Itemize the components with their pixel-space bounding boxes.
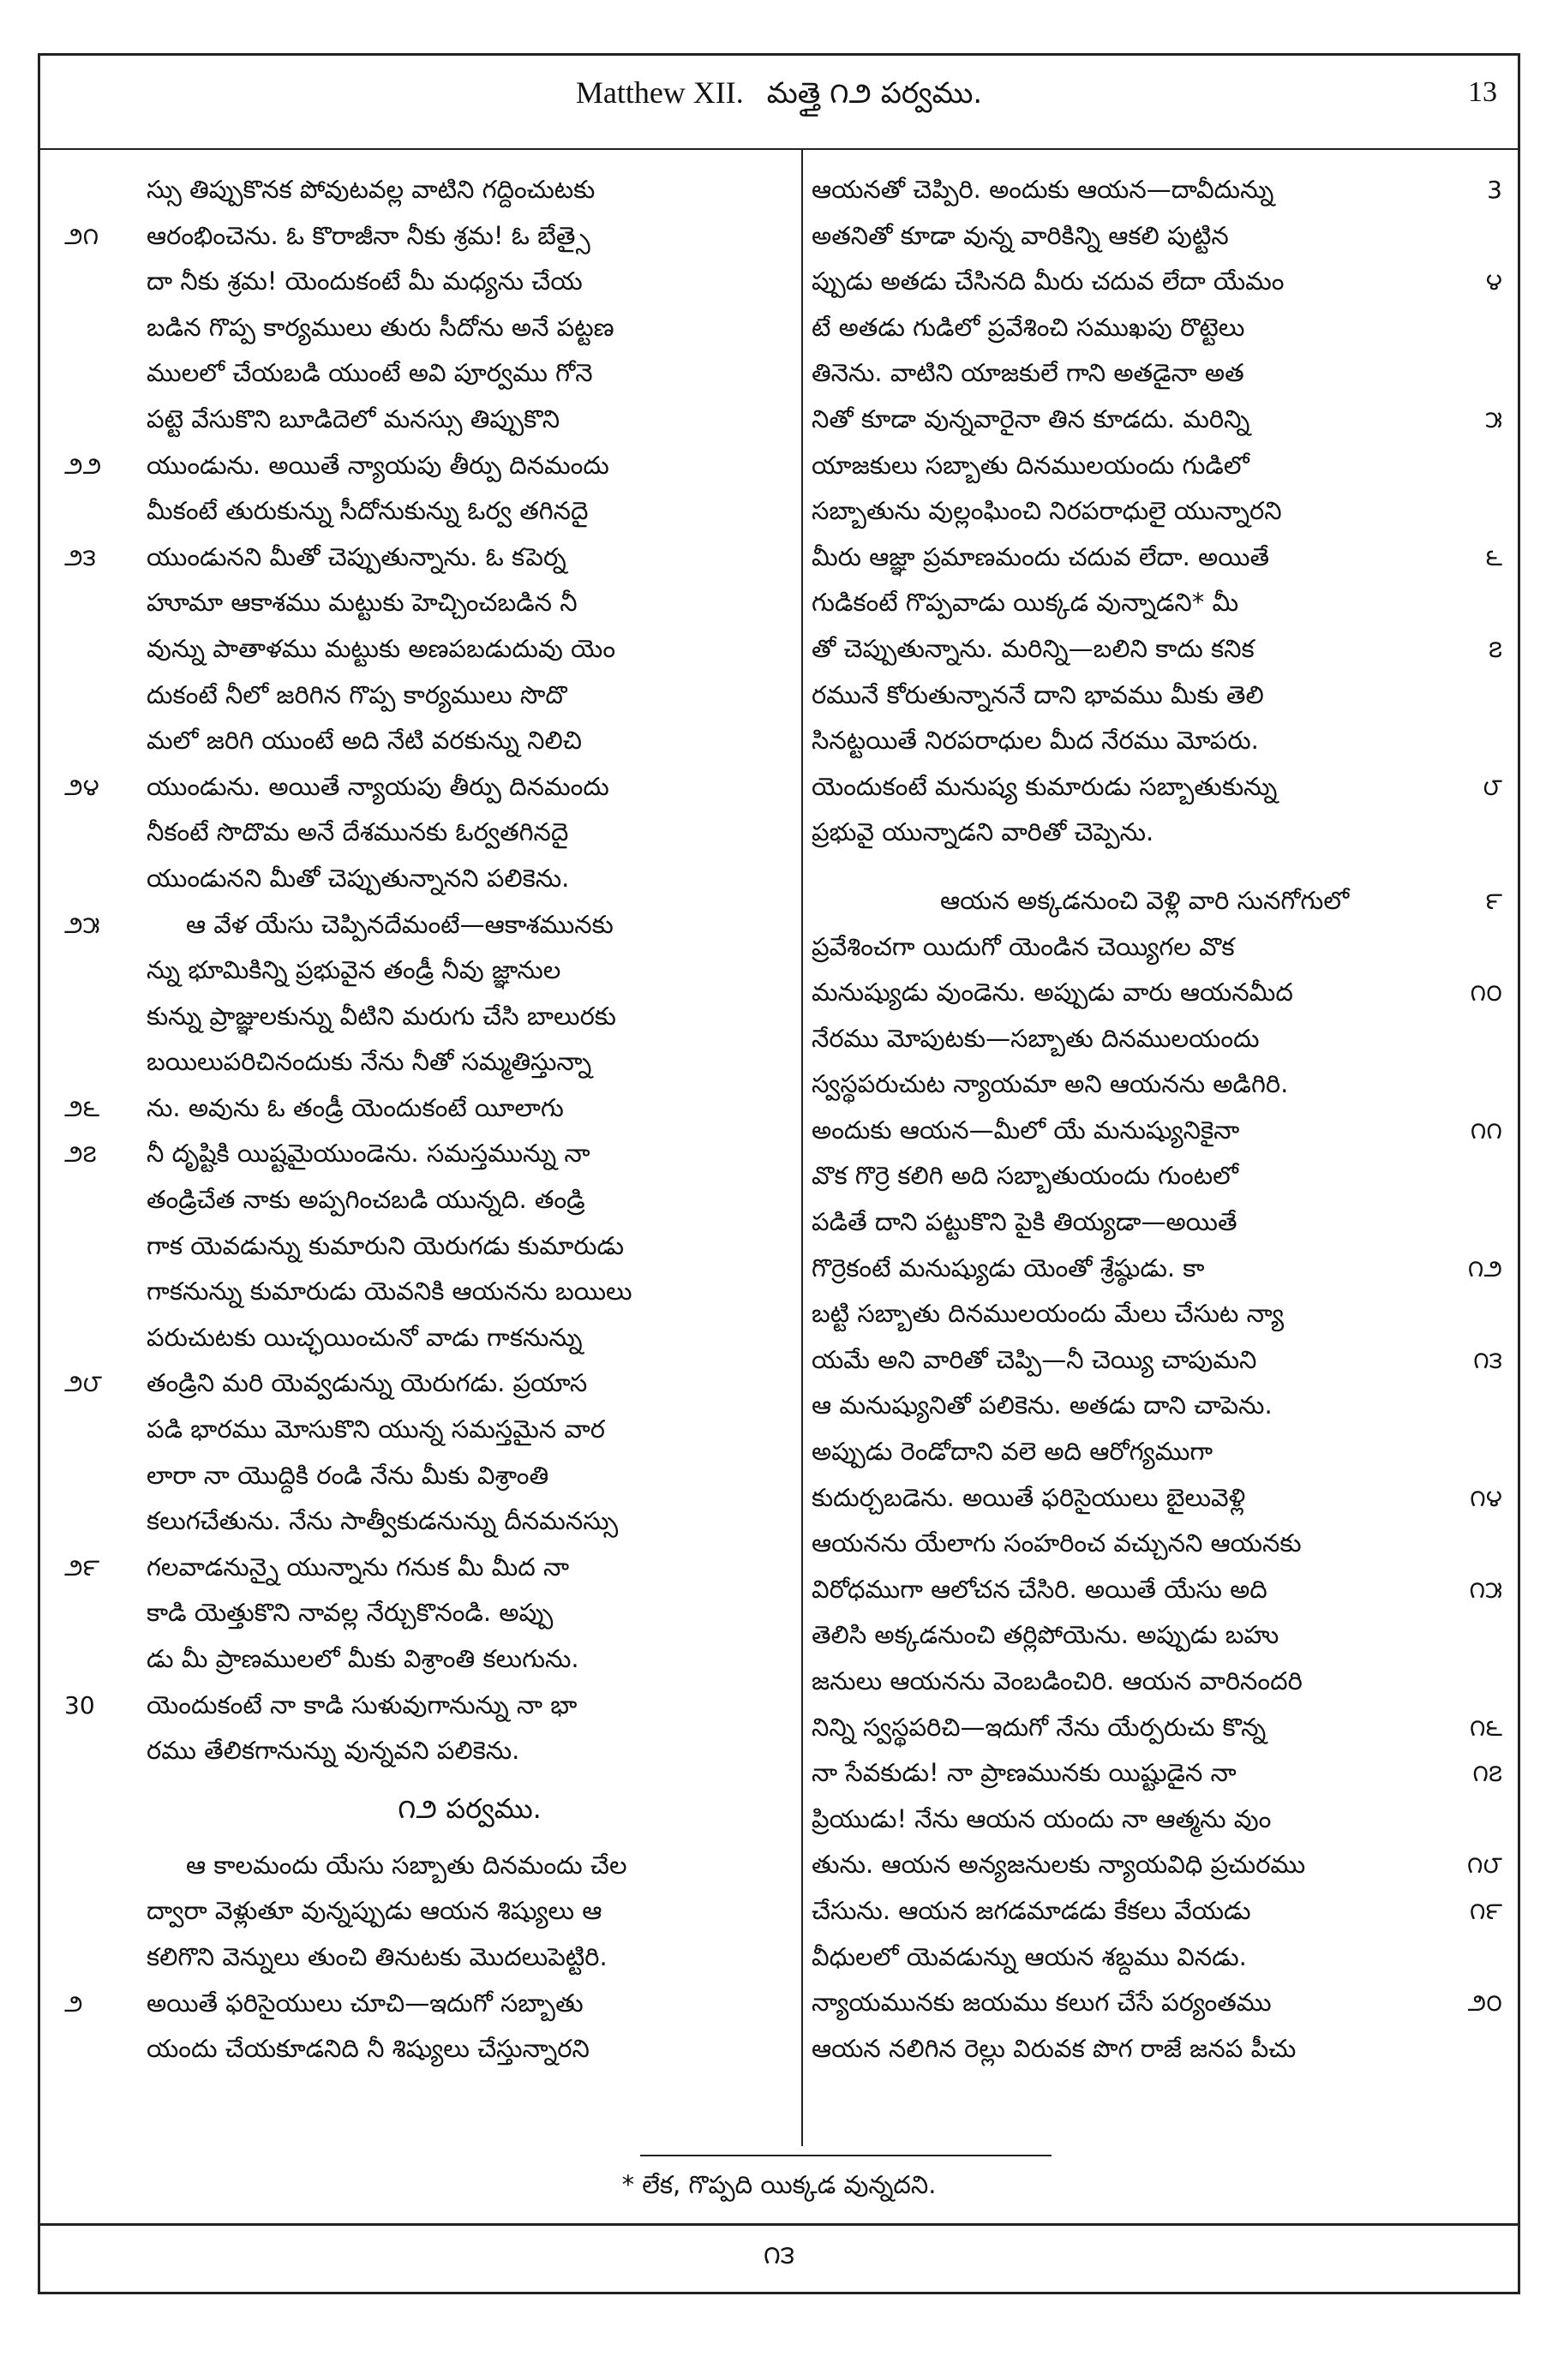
line-text: నీ దృష్టికి యిష్టమైయుండెను. సమస్తమున్ను నా <box>147 1139 590 1169</box>
text-line <box>812 1337 1506 1384</box>
text-line <box>57 1636 793 1683</box>
text-line <box>812 259 1506 305</box>
line-text: ఆయన నలిగిన రెల్లు విరువక పొగ రాజే జనప పీచు <box>812 2033 1297 2063</box>
text-line <box>57 1085 793 1132</box>
text-line <box>57 1177 793 1223</box>
text-line <box>812 924 1506 971</box>
text-line <box>812 580 1506 626</box>
verse-number: ౮ <box>1483 772 1502 801</box>
text-line <box>57 1683 793 1729</box>
verse-number: ౧౦ <box>1470 978 1502 1008</box>
line-text: రమునే కోరుతున్నాననే దాని భావము మీకు తెలి <box>812 679 1264 709</box>
verse-number: ౨౯ <box>64 1552 100 1582</box>
text-line <box>812 878 1506 924</box>
page-frame <box>38 53 1520 2294</box>
line-text: యెందుకంటే నా కాడి సుళువుగానున్ను నా భా <box>147 1689 578 1719</box>
line-text: గాకనున్ను కుమారుడు యెవనికి ఆయనను బయిలు <box>147 1277 632 1307</box>
verse-number: ౨౦ <box>1467 1988 1502 2018</box>
chapter-heading: ౧౨ పర్వము. <box>398 1791 542 1825</box>
text-line <box>57 443 793 489</box>
verse-number: ౨౪ <box>64 772 99 801</box>
text-line <box>57 1934 793 1981</box>
text-line <box>812 1153 1506 1199</box>
text-line <box>57 1843 793 1889</box>
line-text: ప్రవేశించగా యిదుగో యెండిన చెయ్యిగల వొక <box>812 931 1235 961</box>
line-text: ఆయనతో చెప్పిరి. అందుకు ఆయన—దావీదున్ను <box>812 175 1274 204</box>
footnote: * లేక, గొప్పది యిక్కడ వున్నదని. <box>621 2170 937 2199</box>
line-text: ను. అవును ఓ తండ్రీ యెందుకంటే యీలాగు <box>147 1092 564 1122</box>
line-text: ఆయనను యేలాగు సంహరించ వచ్చునని ఆయనకు <box>812 1528 1302 1558</box>
verse-number: ౨౬ <box>64 1093 100 1122</box>
text-line <box>812 1521 1506 1567</box>
verse-number: ౧౩ <box>1473 1345 1502 1374</box>
line-text: రము తేలికగానున్ను వున్నవని పలికెను. <box>147 1736 520 1766</box>
verse-number: ౨౮ <box>64 1369 103 1398</box>
text-line <box>57 1039 793 1085</box>
right-column <box>812 167 1506 2138</box>
line-text: నేరము మోపుటకు—సబ్బాతు దినములయందు <box>812 1023 1260 1053</box>
text-line <box>57 213 793 260</box>
line-text: వీధులలో యెవడున్ను ఆయన శబ్దము వినడు. <box>812 1941 1247 1971</box>
verse-number: ౬ <box>1485 542 1502 571</box>
column-divider <box>801 150 803 2146</box>
paragraph-gap <box>812 856 1506 878</box>
text-line <box>57 1545 793 1591</box>
line-text: బడిన గొప్ప కార్యములు తురు సీదోను అనే పట్టణ <box>147 312 614 342</box>
text-line <box>812 535 1506 581</box>
title-telugu: మత్తై ౧౨ పర్వము. <box>766 76 983 111</box>
line-text: అతనితో కూడా వున్న వారికిన్ని ఆకలి పుట్టిన <box>812 220 1229 250</box>
text-line <box>812 1246 1506 1292</box>
verse-number: ౨ <box>64 1988 83 2018</box>
running-title <box>40 75 1518 117</box>
line-text: వొక గొర్రె కలిగి అది సబ్బాతుయందు గుంటలో <box>812 1161 1238 1191</box>
line-text: టే అతడు గుడిలో ప్రవేశించి సముఖపు రొట్టెలు <box>812 312 1245 342</box>
line-text: స్వస్థపరుచుట న్యాయమా అని ఆయనను అడిగిరి. <box>812 1069 1289 1099</box>
text-line <box>812 673 1506 719</box>
line-text: ఆ మనుష్యునితో పలికెను. అతడు దాని చాపెను. <box>812 1390 1273 1420</box>
line-text: డు మీ ప్రాణములలో మీకు విశ్రాంతి కలుగును. <box>147 1644 579 1673</box>
text-line <box>57 535 793 581</box>
text-line <box>812 443 1506 489</box>
line-text: యందు చేయకూడనిది నీ శిష్యులు చేస్తున్నారని <box>147 2034 590 2064</box>
verse-number: ౭ <box>1488 634 1502 663</box>
line-text: తండ్రిని మరి యెవ్వడున్ను యెరుగడు. ప్రయాస <box>147 1368 588 1398</box>
line-text: కలుగచేతును. నేను సాత్వీకుడనున్ను దీనమనస్సు <box>147 1506 619 1536</box>
footnote-rule <box>640 2155 1052 2156</box>
line-text: దా నీకు శ్రమ! యెందుకంటే మీ మధ్యను చేయ <box>147 266 583 296</box>
line-text: చేసును. ఆయన జగడమాడడు కేకలు వేయడు <box>812 1895 1251 1925</box>
bottom-rule <box>40 2223 1518 2226</box>
text-line <box>812 1199 1506 1246</box>
line-text: కలిగొని వెన్నులు తుంచి తినుటకు మొదలుపెట్టిరి. <box>147 1941 608 1971</box>
verse-number: ౪ <box>1485 267 1502 296</box>
line-text: యెందుకంటే మనుష్య కుమారుడు సబ్బాతుకున్ను <box>812 771 1278 801</box>
line-text: ప్పుడు అతడు చేసినది మీరు చదువ లేదా యేమం <box>812 266 1285 296</box>
verse-number: ౯ <box>1485 886 1502 915</box>
text-line <box>812 1016 1506 1062</box>
text-line <box>812 718 1506 764</box>
text-line <box>57 902 793 948</box>
text-line <box>812 305 1506 351</box>
line-text: నిన్ని స్వస్థపరిచి—ఇదుగో నేను యేర్పరుచు కొన్న <box>812 1712 1267 1742</box>
text-line <box>57 1269 793 1315</box>
text-line <box>57 673 793 719</box>
line-text: ఆయన అక్కడనుంచి వెళ్లి వారి సునగోగులో <box>940 885 1350 915</box>
line-text: పరుచుటకు యిచ్ఛయించునో వాడు గాకనున్ను <box>147 1322 583 1352</box>
line-text: న్యాయమునకు జయము కలుగ చేసే పర్యంతము <box>812 1988 1272 2018</box>
text-line <box>812 1567 1506 1613</box>
text-line <box>57 1360 793 1407</box>
line-text: మలో జరిగి యుంటే అది నేటి వరకున్ను నిలిచి <box>147 726 582 756</box>
line-text: మీకంటే తురుకున్ను సీదోనుకున్ను ఓర్వ తగినదై <box>147 496 589 526</box>
bottom-page-number: ౧౩ <box>763 2240 795 2270</box>
text-line <box>812 1842 1506 1888</box>
text-line <box>812 1383 1506 1429</box>
line-text: తో చెప్పుతున్నాను. మరిన్ని—బలిని కాదు కనిక <box>812 633 1255 663</box>
header-rule <box>40 148 1518 150</box>
line-text: సబ్బాతును వుల్లంఘించి నిరపరాధులై యున్నారని <box>812 496 1282 526</box>
line-text: వున్ను పాతాళము మట్టుకు అణపబడుదువు యెం <box>147 633 616 663</box>
line-text: గాక యెవడున్ను కుమారుని యెరుగడు కుమారుడు <box>147 1230 625 1260</box>
verse-number: 3 <box>1487 176 1502 204</box>
line-text: గుడికంటే గొప్పవాడు యిక్కడ వున్నాడని* మీ <box>812 588 1239 618</box>
text-line <box>57 1453 793 1499</box>
line-text: నీకంటే సొదొమ అనే దేశమునకు ఓర్వతగినదై <box>147 817 569 847</box>
text-line <box>812 1705 1506 1751</box>
line-text: స్సు తిప్పుకొనక పోవుటవల్ల వాటిని గద్దించుటకు <box>147 175 596 204</box>
text-line <box>812 167 1506 213</box>
line-text: మీరు ఆజ్ఞా ప్రమాణమందు చదువ లేదా. అయితే <box>812 541 1270 571</box>
line-text: న్ను భూమికిన్ని ప్రభువైన తండ్రీ నీవు జ్ఞానుల <box>147 955 561 985</box>
line-text: అయితే ఫరిసైయులు చూచి—ఇదుగో సబ్బాతు <box>147 1988 584 2018</box>
line-text: నితో కూడా వున్నవారైనా తిన కూడదు. మరిన్ని <box>812 404 1250 434</box>
verse-number: ౨౧ <box>64 221 99 250</box>
text-line <box>57 1590 793 1636</box>
line-text: అప్పుడు రెండోదాని వలె అది ఆరోగ్యముగా <box>812 1437 1213 1467</box>
text-line <box>57 259 793 305</box>
text-line <box>812 1061 1506 1108</box>
left-column <box>57 167 793 2138</box>
line-text: ప్రియుడు! నేను ఆయన యందు నా ఆత్మను వుం <box>812 1803 1272 1833</box>
line-text: జనులు ఆయనను వెంబడించిరి. ఆయన వారినందరి <box>812 1666 1303 1695</box>
text-line <box>812 350 1506 397</box>
verse-number: ౧౭ <box>1472 1759 1502 1788</box>
line-text: యుండును. అయితే న్యాయపు తీర్పు దినమందు <box>147 771 609 801</box>
text-line <box>57 1315 793 1361</box>
line-text: ములలో చేయబడి యుంటే అవి పూర్వము గోనె <box>147 358 593 388</box>
left-text-block-1 <box>57 167 793 1774</box>
line-text: దుకంటే నీలో జరిగిన గొప్ప కార్యములు సొదొ <box>147 679 567 709</box>
line-text: తండ్రిచేత నాకు అప్పగించబడి యున్నది. తండ్రి <box>147 1185 585 1215</box>
text-line <box>57 718 793 764</box>
line-text: పడి భారము మోసుకొని యున్న సమస్తమైన వార <box>147 1414 606 1444</box>
text-line <box>57 488 793 535</box>
line-text: ద్వారా వెళ్లుతూ వున్నప్పుడు ఆయన శిష్యులు ఆ <box>147 1896 602 1926</box>
text-line <box>812 1612 1506 1659</box>
verse-number: 30 <box>64 1690 95 1719</box>
text-line <box>812 2026 1506 2072</box>
line-text: అందుకు ఆయన—మీలో యే మనుష్యునికైనా <box>812 1115 1240 1145</box>
left-text-block-2 <box>57 1843 793 2072</box>
text-line <box>812 1659 1506 1705</box>
line-text: బయిలుపరిచినందుకు నేను నీతో సమ్మతిస్తున్నా <box>147 1047 592 1077</box>
text-line <box>812 397 1506 443</box>
line-text: యమే అని వారితో చెప్పి—నీ చెయ్యి చాపుమని <box>812 1344 1257 1374</box>
text-line <box>57 305 793 351</box>
text-line <box>57 1498 793 1545</box>
line-text: గొర్రెకంటే మనుష్యుడు యెంతో శ్రేష్ఠుడు. కా <box>812 1253 1205 1283</box>
line-text: కుదుర్చబడెను. అయితే ఫరిసైయులు బైలువెళ్లి <box>812 1482 1246 1512</box>
text-line <box>57 1728 793 1774</box>
text-line <box>812 488 1506 535</box>
line-text: ఆరంభించెను. ఓ కొరాజీనా నీకు శ్రమ! ఓ బేత్సై <box>147 220 590 250</box>
text-line <box>812 1888 1506 1934</box>
text-line <box>57 994 793 1040</box>
text-line <box>57 350 793 397</box>
text-line <box>812 1750 1506 1797</box>
line-text: పడితే దాని పట్టుకొని పైకి తియ్యడా—అయితే <box>812 1207 1237 1237</box>
line-text: యుండును. అయితే న్యాయపు తీర్పు దినమందు <box>147 450 609 480</box>
line-text: యుండునని మీతో చెప్పుతున్నాను. ఓ కపెర్న <box>147 541 566 571</box>
verse-number: ౫ <box>1485 404 1502 434</box>
line-text: నా సేవకుడు! నా ప్రాణమునకు యిష్టుడైన నా <box>812 1758 1237 1788</box>
text-line <box>812 810 1506 856</box>
text-line <box>57 764 793 810</box>
title-english: Matthew XII. <box>575 75 744 110</box>
text-line <box>57 626 793 673</box>
text-line <box>812 1108 1506 1154</box>
text-line <box>812 1291 1506 1337</box>
verse-number: ౨౭ <box>64 1139 97 1169</box>
verse-number: ౨౩ <box>64 542 96 571</box>
line-text: ఆ కాలమందు యేసు సబ్బాతు దినమందు చేల <box>186 1850 627 1880</box>
page-header <box>40 56 1518 150</box>
verse-number: ౧౧ <box>1470 1115 1502 1145</box>
verse-number: ౧౯ <box>1469 1896 1502 1925</box>
text-line <box>812 1980 1506 2026</box>
verse-number: ౧౪ <box>1470 1483 1502 1512</box>
verse-number: ౨౨ <box>64 451 102 480</box>
verse-number: ౧౮ <box>1466 1851 1502 1880</box>
text-line <box>812 1797 1506 1843</box>
line-text: కాడి యెత్తుకొని నావల్ల నేర్చుకొనండి. అప్పు <box>147 1598 554 1628</box>
line-text: మనుష్యుడు వుండెను. అప్పుడు వారు ఆయనమీద <box>812 978 1293 1008</box>
line-text: హూమా ఆకాశము మట్టుకు హెచ్చించబడిన నీ <box>147 588 578 618</box>
line-text: యాజకులు సబ్బాతు దినములయందు గుడిలో <box>812 450 1249 480</box>
line-text: గలవాడనున్నై యున్నాను గనుక మీ మీద నా <box>147 1552 570 1582</box>
verse-number: ౨౫ <box>64 910 100 939</box>
line-text: లారా నా యొద్దికి రండి నేను మీకు విశ్రాంతి <box>147 1460 549 1490</box>
line-text: ప్రభువై యున్నాడని వారితో చెప్పెను. <box>812 817 1154 847</box>
right-text-block-1 <box>812 167 1506 856</box>
text-line <box>57 2026 793 2072</box>
page-number: 13 <box>1468 76 1497 108</box>
verse-number: ౧౫ <box>1469 1575 1502 1604</box>
text-line <box>57 1131 793 1177</box>
line-text: విరోధముగా ఆలోచన చేసిరి. అయితే యేసు అది <box>812 1574 1267 1604</box>
text-line <box>57 167 793 213</box>
text-line <box>57 856 793 902</box>
text-line <box>57 1981 793 2027</box>
text-line <box>812 1429 1506 1475</box>
text-line <box>57 810 793 856</box>
text-line <box>812 1934 1506 1981</box>
line-text: కున్ను ప్రాజ్ఞులకున్ను వీటిని మరుగు చేసి బాలురకు <box>147 1001 616 1031</box>
line-text: తును. ఆయన అన్యజనులకు న్యాయవిధి ప్రచురము <box>812 1850 1306 1880</box>
text-line <box>812 1475 1506 1522</box>
line-text: తెలిసి అక్కడనుంచి తర్లిపోయెను. అప్పుడు బహు <box>812 1620 1279 1650</box>
line-text: పట్టె వేసుకొని బూడిదెలో మనస్సు తిప్పుకొని <box>147 404 560 434</box>
verse-number: ౧౨ <box>1467 1253 1502 1283</box>
text-line <box>57 397 793 443</box>
text-line <box>57 580 793 626</box>
text-line <box>812 970 1506 1016</box>
line-text: ఆ వేళ యేసు చెప్పినదేమంటే—ఆకాశమునకు <box>186 909 614 939</box>
text-line <box>812 213 1506 260</box>
text-line <box>57 1888 793 1934</box>
line-text: సినట్టయితే నిరపరాధుల మీద నేరము మోపరు. <box>812 726 1259 756</box>
text-line <box>57 1223 793 1270</box>
text-line <box>57 1407 793 1453</box>
line-text: తినెను. వాటిని యాజకులే గాని అతడైనా అత <box>812 358 1244 388</box>
right-text-block-2 <box>812 878 1506 2072</box>
line-text: యుండునని మీతో చెప్పుతున్నానని పలికెను. <box>147 863 570 893</box>
text-line <box>812 764 1506 810</box>
line-text: బట్టి సబ్బాతు దినములయందు మేలు చేసుట న్యా <box>812 1299 1285 1329</box>
text-line <box>812 626 1506 673</box>
text-line <box>57 948 793 994</box>
verse-number: ౧౬ <box>1469 1713 1502 1742</box>
